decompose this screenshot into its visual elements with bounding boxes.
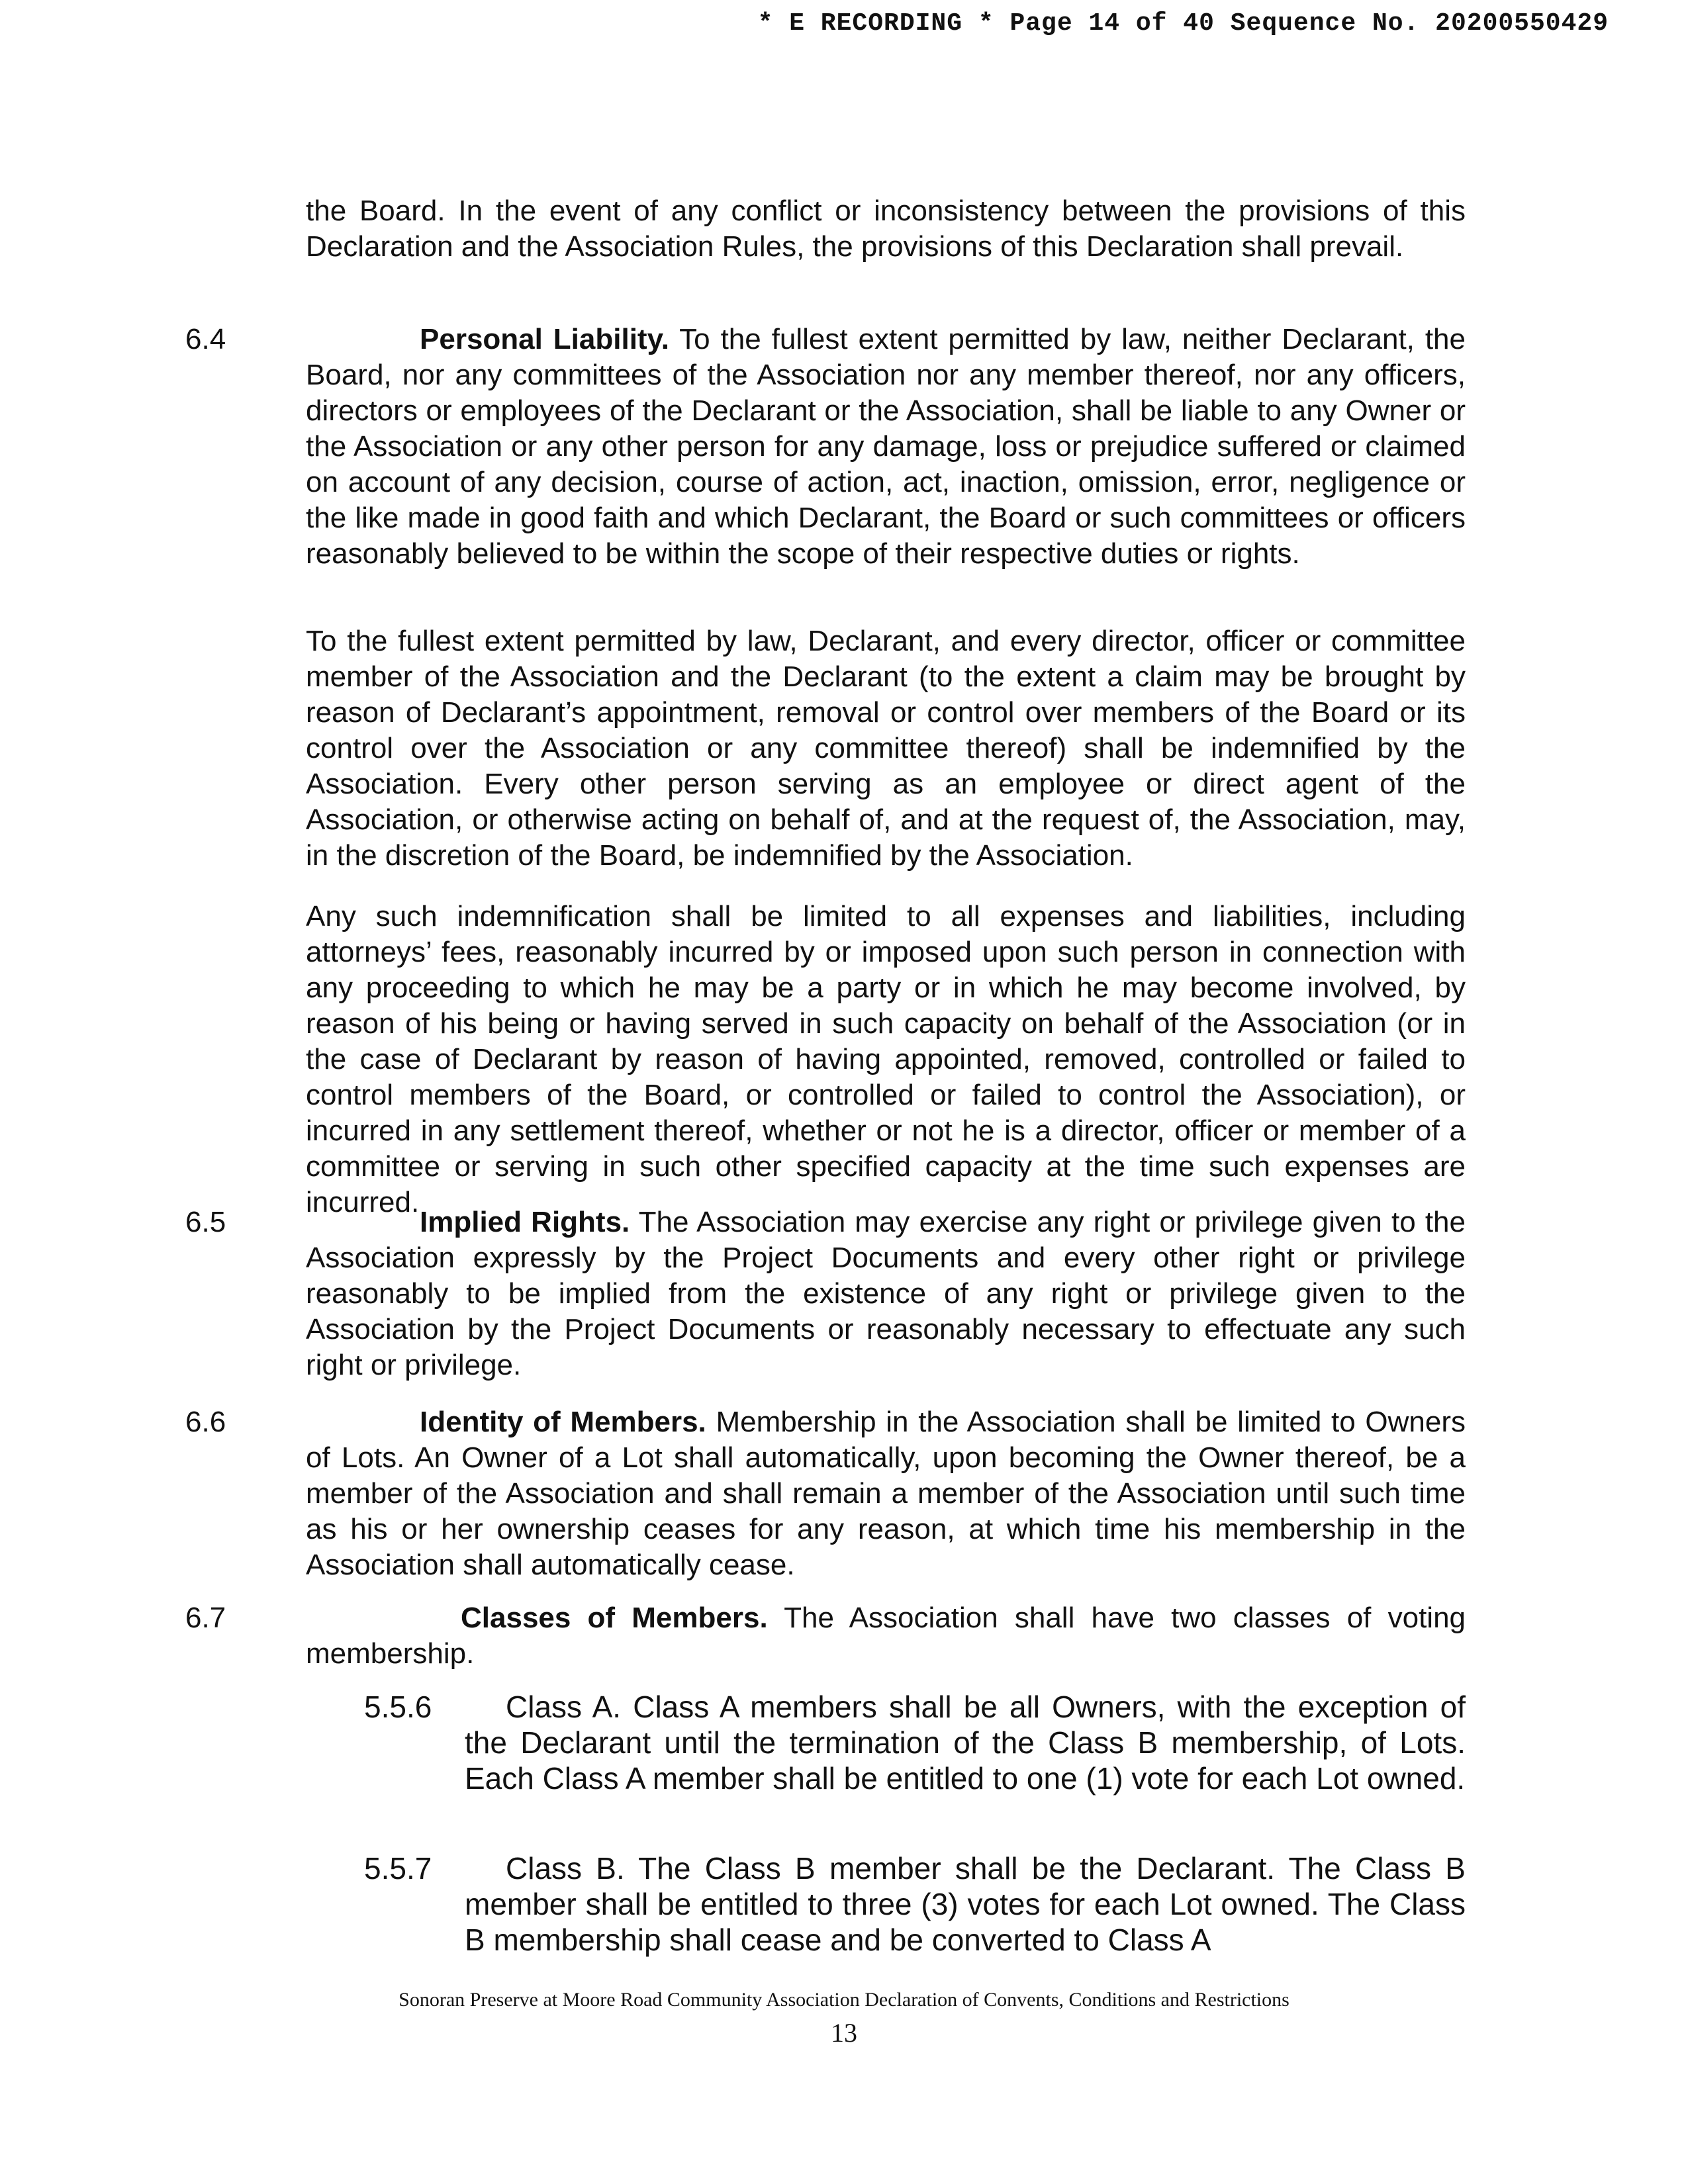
section-6-4-heading: Personal Liability.: [420, 323, 670, 355]
section-number-6-5: 6.5: [185, 1206, 226, 1238]
section-6-4-paragraph-1: [306, 322, 1466, 572]
subsection-5-5-7-body: Class B. The Class B member shall be the Declarant. The Class B member shall be entitled to three (3) votes for each Lot owned. The Class B membership shall cease and be converted to Class A: [465, 1851, 1466, 1957]
footer-title: Sonoran Preserve at Moore Road Community Association Declaration of Convents, Conditions and Restrictions: [399, 1989, 1289, 2011]
section-6-5-paragraph: [306, 1205, 1466, 1383]
page-number: 13: [831, 2018, 857, 2048]
section-6-4-paragraph-2: To the fullest extent permitted by law, Declarant, and every director, officer or committee member of the Association and the Declarant (to the extent a claim may be brought by reason of Declarant’s appointment, removal or control over members of the Board or its control over the Association or any committee thereof) shall be indemnified by the Association. Every other person serving as an employee or direct agent of the Association, or otherwise acting on behalf of, and at the request of, the Association, may, in the discretion of the Board, be indemnified by the Association.: [306, 625, 1466, 872]
section-6-4-paragraph-3: Any such indemnification shall be limited to all expenses and liabilities, including attorneys’ fees, reasonably incurred by or imposed upon such person in connection with any proceeding to which he may be a party or in which he may become involved, by reason of his being or having served in such capacity on behalf of the Association (or in the case of Declarant by reason of having appointed, removed, controlled or failed to control members of the Board, or controlled or failed to control the Association), or incurred in any settlement thereof, whether or not he is a director, officer or member of a committee or serving in such other specified capacity at the time such expenses are incurred.: [306, 900, 1466, 1218]
subsection-5-5-7-text: [465, 1850, 1466, 1958]
subsection-5-5-6-text: [465, 1689, 1466, 1796]
section-6-7-paragraph: [306, 1600, 1466, 1672]
section-6-4-text: To the fullest extent permitted by law, neither Declarant, the Board, nor any committees of the Association nor any member thereof, nor any officers, directors or employees of the Declarant or the Association, shall be liable to any Owner or the Association or any other person for any damage, loss or prejudice suffered or claimed on account of any decision, course of action, act, inaction, omission, error, negligence or the like made in good faith and which Declarant, the Board or such committees or officers reasonably believed to be within the scope of their respective duties or rights.: [306, 323, 1466, 570]
continuation-paragraph: the Board. In the event of any conflict or inconsistency between the provisions of this Declaration and the Association Rules, the provisions of this Declaration shall prevail.: [306, 195, 1466, 263]
section-6-5-text: The Association may exercise any right or privilege given to the Association expressly by the Project Documents and every other right or privilege reasonably to be implied from the existence of any right or privilege given to the Association by the Project Documents or reasonably necessary to effectuate any such right or privilege.: [306, 1206, 1466, 1381]
section-6-7-heading: Classes of Members.: [461, 1602, 768, 1634]
section-6-6-text: Membership in the Association shall be limited to Owners of Lots. An Owner of a Lot shall automatically, upon becoming the Owner thereof, be a member of the Association and shall remain a member of the Association until such time as his or her ownership ceases for any reason, at which time his membership in the Association shall automatically cease.: [306, 1406, 1466, 1581]
section-6-6-heading: Identity of Members.: [420, 1406, 706, 1438]
section-6-7-text: The Association shall have two classes of voting membership.: [306, 1602, 1466, 1670]
section-number-6-7: 6.7: [185, 1602, 226, 1634]
section-6-6-paragraph: [306, 1404, 1466, 1583]
subsection-5-5-6-body: Class A. Class A members shall be all Owners, with the exception of the Declarant until the termination of the Class B membership, of Lots. Each Class A member shall be entitled to one (1) vote for each Lot owned.: [465, 1690, 1466, 1796]
section-number-6-6: 6.6: [185, 1406, 226, 1438]
section-number-6-4: 6.4: [185, 323, 226, 355]
section-6-5-heading: Implied Rights.: [420, 1206, 630, 1238]
recording-header: * E RECORDING * Page 14 of 40 Sequence No. 20200550429: [757, 9, 1609, 38]
subsection-number-5-5-7: 5.5.7: [364, 1851, 432, 1886]
subsection-number-5-5-6: 5.5.6: [364, 1690, 432, 1724]
